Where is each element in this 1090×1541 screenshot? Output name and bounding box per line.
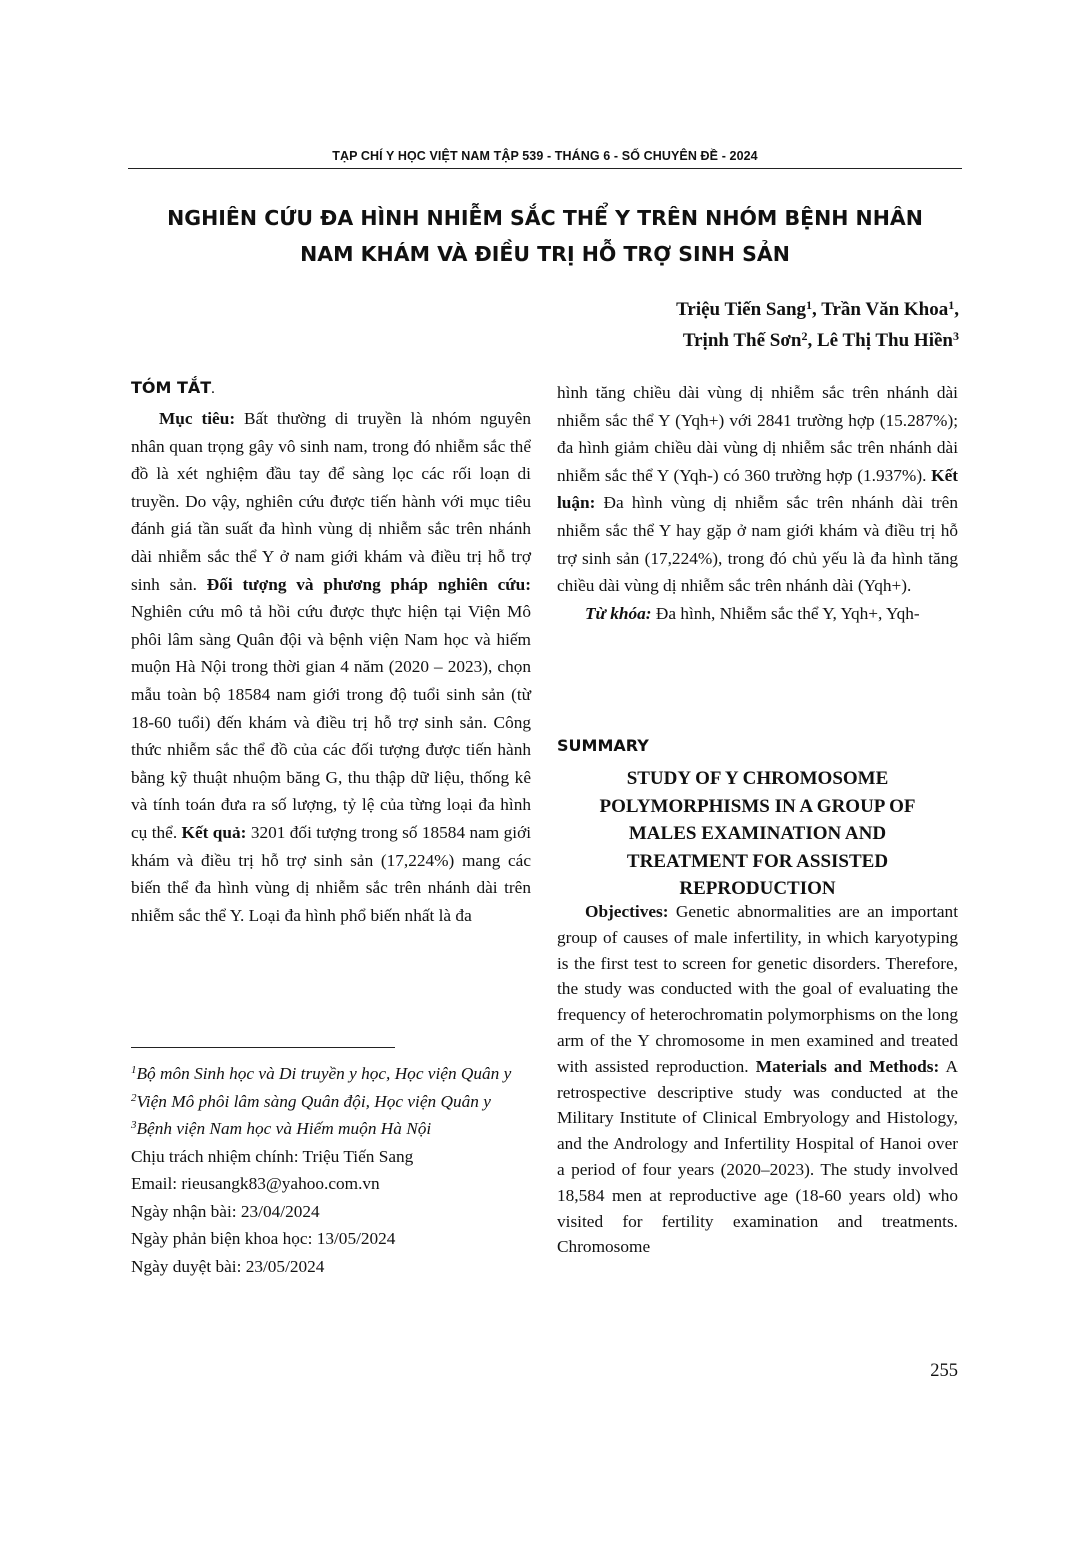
author-name: Lê Thị Thu Hiền: [816, 330, 953, 351]
footnote-text: Bệnh viện Nam học và Hiếm muộn Hà Nội: [136, 1119, 432, 1138]
materials-methods-label: Materials and Methods:: [755, 1056, 940, 1076]
author-name: Trần Văn Khoa: [821, 299, 949, 320]
objective-label: Mục tiêu:: [159, 409, 236, 428]
author-line-2: [676, 325, 959, 356]
abstract-vi-continuation: [557, 379, 958, 600]
abstract-vi-paragraph: [131, 405, 531, 929]
header-rule: [128, 168, 962, 169]
author-list: [676, 294, 959, 356]
date-approved: Ngày duyệt bài: 23/05/2024: [131, 1256, 325, 1276]
footnote-rule: [131, 1047, 395, 1048]
english-title-line: REPRODUCTION: [679, 878, 836, 899]
author-separator: ,: [807, 330, 817, 351]
date-reviewed: Ngày phản biện khoa học: 13/05/2024: [131, 1229, 396, 1248]
objectives-text: Genetic abnormalities are an important group of causes of male infertility, in which karyotyping is the first test to screen for genetic disorders. Therefore, the study was conducted with the goal of evaluating the frequency of heterochromatin polymorphisms on the long arm of the Y chromosome in men examined and treated with assisted reproduction.: [557, 902, 958, 1076]
affiliation-marker: 3: [953, 329, 959, 343]
english-title-line: STUDY OF Y CHROMOSOME: [626, 768, 889, 789]
footnote-text: Viện Mô phôi lâm sàng Quân đội, Học viện Quân y: [136, 1091, 491, 1111]
abstract-heading: [131, 378, 215, 397]
keywords-label: Từ khóa:: [585, 603, 652, 623]
author-line-1: [676, 294, 959, 325]
affiliation-marker: 2: [801, 329, 808, 343]
affiliation-marker: 1: [948, 298, 955, 312]
page-number: 255: [930, 1361, 958, 1381]
corresponding-author: Chịu trách nhiệm chính: Triệu Tiến Sang: [131, 1146, 414, 1166]
conclusion-label: Kết luận:: [557, 465, 958, 513]
contact-email: Email: rieusangk83@yahoo.com.vn: [131, 1174, 380, 1193]
summary-en-paragraph: [557, 899, 958, 1260]
footnote-marker: 1: [131, 1064, 137, 1076]
abstract-vi-left-column: [131, 405, 531, 929]
english-title: [557, 765, 958, 903]
running-header: TẠP CHÍ Y HỌC VIỆT NAM TẬP 539 - THÁNG 6 - SỐ CHUYÊN ĐỀ - 2024: [332, 149, 758, 163]
footnote-marker: 3: [131, 1119, 137, 1131]
author-separator: ,: [954, 299, 959, 320]
abstract-heading-text: TÓM TẮT: [131, 378, 212, 397]
methods-label: Đối tượng và phương pháp nghiên cứu:: [206, 574, 531, 594]
author-name: Trịnh Thế Sơn: [682, 330, 802, 351]
author-separator: ,: [812, 299, 822, 320]
english-title-line: POLYMORPHISMS IN A GROUP OF: [599, 795, 916, 817]
english-title-line: MALES EXAMINATION AND: [628, 823, 887, 844]
methods-text: Nghiên cứu mô tả hồi cứu được thực hiện tại Viện Mô phôi lâm sàng Quân đội và bệnh viện Nam học và hiếm muộn Hà Nội trong thời gian 4 năm (2020 – 2023), chọn mẫu toàn bộ 18584 nam giới trong độ tuổi sinh sản (từ 18-60 tuổi) đến khám và điều trị hỗ trợ sinh sản. Công thức nhiễm sắc thể đồ của các đối tượng được tiến hành bằng kỹ thuật nhuộm băng G, thu thập dữ liệu, thống kê và tính toán đưa ra số lượng, tỷ lệ của từng loại đa hình cụ thể.: [131, 602, 531, 842]
abstract-heading-dot: .: [211, 386, 215, 396]
article-title: [128, 200, 962, 272]
results-text-continued: hình tăng chiều dài vùng dị nhiễm sắc trên nhánh dài nhiễm sắc thể Y (Yqh+) với 2841 trường hợp (15.287%); đa hình giảm chiều dài vùng dị nhiễm sắc trên nhánh dài nhiễm sắc thể Y (Yqh-) có 360 trường hợp (1.937%).: [557, 383, 958, 485]
abstract-vi-right-column: [557, 379, 958, 627]
results-text: 3201 đối tượng trong số 18584 nam giới khám và điều trị hỗ trợ sinh sản (17,224%) mang các biến thể đa hình vùng dị nhiễm sắc trên nhánh dài trên nhiễm sắc thể Y. Loại đa hình phổ biến nhất là đa: [131, 822, 532, 925]
footnote-affiliation-2: [131, 1088, 531, 1116]
objectives-label: Objectives:: [585, 902, 669, 921]
keywords-text: Đa hình, Nhiễm sắc thể Y, Yqh+, Yqh-: [651, 603, 920, 623]
footnote-text: Bộ môn Sinh học và Di truyền y học, Học viện Quân y: [136, 1064, 512, 1083]
affiliation-marker: 1: [806, 298, 813, 312]
results-label: Kết quả:: [181, 822, 247, 842]
summary-en-body: [557, 899, 958, 1260]
objective-text: Bất thường di truyền là nhóm nguyên nhân quan trọng gây vô sinh nam, trong đó nhiễm sắc thể đồ là xét nghiệm đầu tay để sàng lọc các rối loạn di truyền. Do vậy, nghiên cứu được tiến hành với mục tiêu đánh giá tần suất đa hình vùng dị nhiễm sắc trên nhánh dài nhiễm sắc thể Y ở nam giới khám và điều trị hỗ trợ sinh sản.: [131, 409, 531, 594]
date-received: Ngày nhận bài: 23/04/2024: [131, 1201, 320, 1221]
author-name: Triệu Tiến Sang: [676, 299, 807, 320]
title-line-2: NAM KHÁM VÀ ĐIỀU TRỊ HỖ TRỢ SINH SẢN: [300, 242, 790, 266]
footnotes: [131, 1060, 531, 1280]
summary-heading: SUMMARY: [557, 736, 649, 755]
footnote-affiliation-1: [131, 1060, 531, 1088]
title-line-1: NGHIÊN CỨU ĐA HÌNH NHIỄM SẮC THỂ Y TRÊN NHÓM BỆNH NHÂN: [167, 206, 923, 230]
materials-methods-text: A retrospective descriptive study was conducted at the Military Institute of Clinical Embryology and Histology, and the Andrology and Infertility Hospital of Hanoi over a period of four years (2020–2023). The study involved 18,584 men at reproductive age (18-60 years old) who visited for fertility examination and treatments. Chromosome: [557, 1056, 958, 1257]
footnote-affiliation-3: [131, 1115, 531, 1143]
english-title-line: TREATMENT FOR ASSISTED: [626, 850, 889, 872]
conclusion-text: Đa hình vùng dị nhiễm sắc trên nhánh dài trên nhiễm sắc thể Y hay gặp ở nam giới khám và điều trị hỗ trợ sinh sản (17,224%), trong đó chủ yếu là đa hình tăng chiều dài vùng dị nhiễm sắc trên nhánh dài (Yqh+).: [557, 493, 958, 596]
keywords: [557, 600, 958, 628]
footnote-marker: 2: [131, 1091, 137, 1104]
